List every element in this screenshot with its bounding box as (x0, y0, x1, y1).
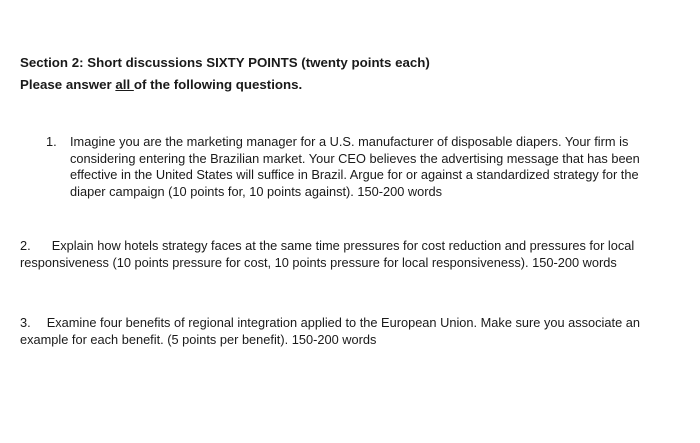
question-2-number: 2. (20, 238, 31, 253)
question-3-text: Examine four benefits of regional integration applied to the European Union. Make sure you associate an example for each benefit. (5 points per benefit). 150-200 words (20, 315, 640, 347)
instruction-emphasis: all (115, 77, 134, 92)
instruction-suffix: of the following questions. (133, 77, 303, 92)
instruction-prefix: Please answer (20, 77, 116, 92)
question-2-text: Explain how hotels strategy faces at the same time pressures for cost reduction and pressures for local responsiveness (10 points pressure for cost, 10 points pressure for local responsiveness). 150-200 words (20, 238, 635, 270)
question-3-number: 3. (20, 315, 31, 330)
question-1 (46, 134, 686, 200)
question-1-text: Imagine you are the marketing manager for a U.S. manufacturer of disposable diapers. Your firm is considering entering the Brazilian market. Your CEO believes the advertising message that has been effective in the United States will suffice in Brazil. Argue for or against a standardized strategy for the diaper campaign (10 points for, 10 points against). 150-200 words (70, 134, 640, 199)
section-instruction (20, 76, 302, 94)
question-1-number: 1. (46, 134, 57, 149)
question-3 (20, 315, 680, 348)
section-title: Section 2: Short discussions SIXTY POINTS (twenty points each) (20, 55, 430, 70)
question-2 (20, 238, 680, 271)
